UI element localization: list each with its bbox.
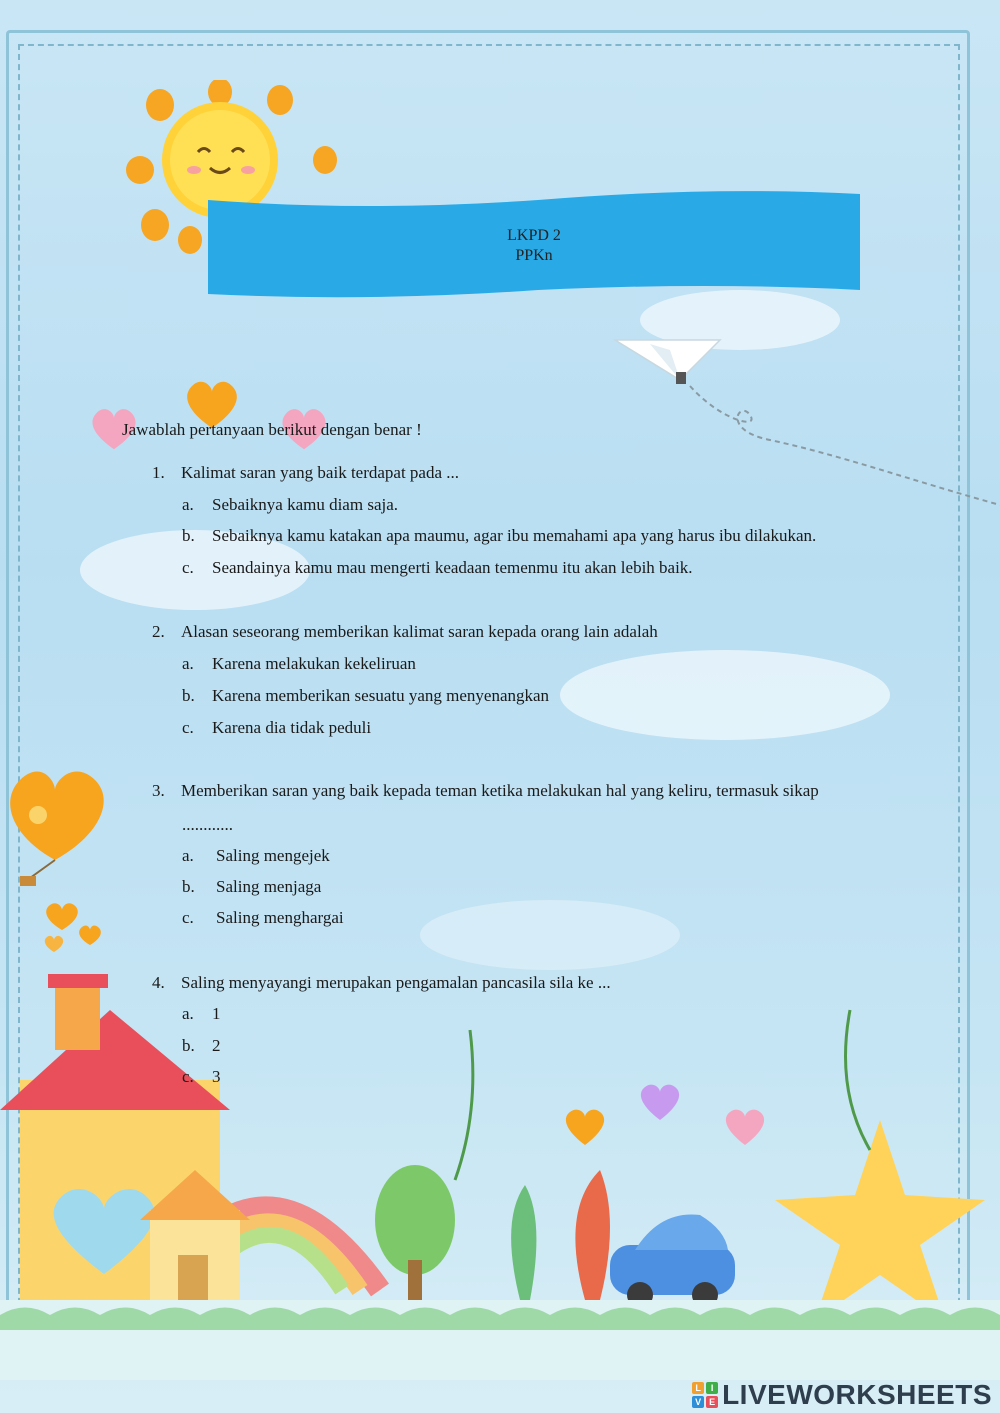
option-2b (182, 685, 549, 707)
bottom-scene (0, 970, 1000, 1380)
option-text: Saling mengejek (216, 846, 330, 865)
option-letter: c. (182, 558, 194, 577)
logo-letter: I (706, 1382, 718, 1394)
question-text: Alasan seseorang memberikan kalimat saran kepada orang lain adalah (181, 622, 658, 641)
option-4c (182, 1066, 221, 1088)
cloud-decoration (420, 900, 680, 970)
option-text: 2 (212, 1036, 221, 1055)
option-text: Karena melakukan kekeliruan (212, 654, 416, 673)
liveworksheets-logo-icon (692, 1382, 718, 1408)
logo-letter: L (692, 1382, 704, 1394)
option-text: Karena memberikan sesuatu yang menyenangkan (212, 686, 550, 705)
question-number: 2. (152, 622, 165, 641)
option-letter: a. (182, 654, 194, 673)
banner-line-1: LKPD 2 (507, 227, 561, 244)
option-4a (182, 1003, 221, 1025)
option-1b (182, 525, 816, 547)
option-letter: b. (182, 877, 195, 896)
option-letter: a. (182, 495, 194, 514)
option-letter: c. (182, 908, 194, 927)
question-text: Memberikan saran yang baik kepada teman ketika melakukan hal yang keliru, termasuk sikap (181, 781, 819, 800)
option-2c (182, 717, 371, 739)
option-3a (182, 845, 330, 867)
question-number: 1. (152, 463, 165, 482)
question-number: 4. (152, 973, 165, 992)
watermark-text: LIVEWORKSHEETS (722, 1379, 992, 1410)
option-text: 3 (212, 1067, 221, 1086)
option-letter: a. (182, 846, 194, 865)
banner-line-2: PPKn (515, 247, 553, 264)
option-letter: c. (182, 718, 194, 737)
liveworksheets-watermark (692, 1379, 992, 1411)
option-letter: c. (182, 1067, 194, 1086)
question-text: Kalimat saran yang baik terdapat pada ... (181, 463, 460, 482)
option-letter: b. (182, 1036, 195, 1055)
question-4 (152, 972, 892, 994)
option-letter: b. (182, 686, 195, 705)
question-number: 3. (152, 781, 165, 800)
option-text: Saling menjaga (216, 877, 322, 896)
logo-letter: V (692, 1396, 704, 1408)
option-text: Saling menghargai (216, 908, 344, 927)
option-text: 1 (212, 1004, 221, 1023)
option-4b (182, 1035, 221, 1057)
option-1c (182, 557, 693, 579)
option-letter: b. (182, 526, 195, 545)
question-1 (152, 462, 892, 484)
banner-title (208, 226, 860, 266)
heart-icon (40, 900, 110, 955)
instruction-text: Jawablah pertanyaan berikut dengan benar ! (122, 420, 422, 439)
question-text: Saling menyayangi merupakan pengamalan pancasila sila ke ... (181, 973, 611, 992)
option-1a (182, 494, 398, 516)
question-3 (152, 780, 892, 802)
option-text: Karena dia tidak peduli (212, 718, 372, 737)
option-3b (182, 876, 321, 898)
option-3c (182, 907, 344, 929)
question-3-continuation: ............ (182, 815, 233, 834)
option-letter: a. (182, 1004, 194, 1023)
option-text: Seandainya kamu mau mengerti keadaan temenmu itu akan lebih baik. (212, 558, 693, 577)
option-text: Sebaiknya kamu katakan apa maumu, agar ibu memahami apa yang harus ibu dilakukan. (212, 526, 817, 545)
cloud-decoration (560, 650, 890, 740)
question-2 (152, 621, 892, 643)
logo-letter: E (706, 1396, 718, 1408)
option-2a (182, 653, 416, 675)
heart-balloon-icon (0, 760, 115, 890)
option-text: Sebaiknya kamu diam saja. (212, 495, 399, 514)
paper-plane-icon (610, 330, 1000, 520)
